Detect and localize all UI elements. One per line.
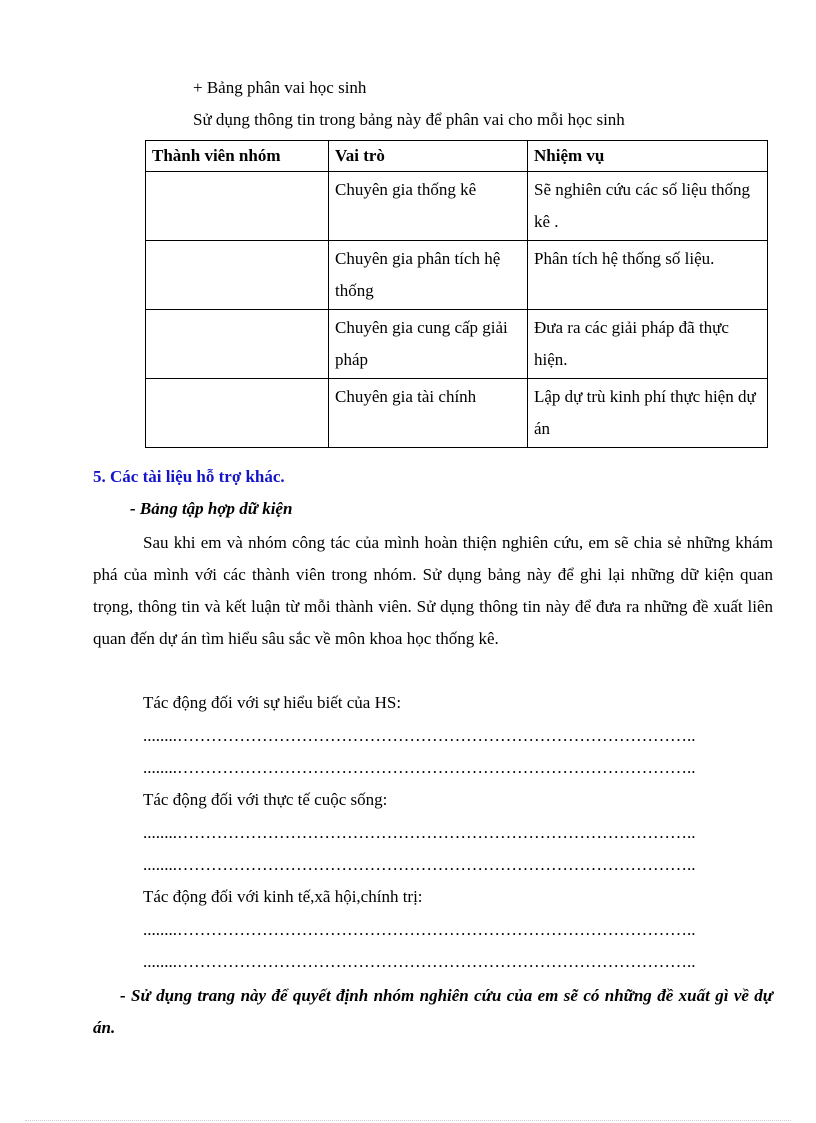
member-cell bbox=[146, 310, 329, 379]
closing-text: - Sử dụng trang này để quyết định nhóm nghiên cứu của em sẽ có những đề xuất gì về dự án. bbox=[93, 986, 773, 1037]
member-cell bbox=[146, 379, 329, 448]
header-member: Thành viên nhóm bbox=[146, 141, 329, 172]
role-cell: Chuyên gia cung cấp giải pháp bbox=[329, 310, 528, 379]
page-bottom-rule bbox=[25, 1120, 791, 1121]
table-row bbox=[146, 172, 768, 241]
role-table bbox=[145, 140, 768, 448]
table-instruction: Sử dụng thông tin trong bảng này để phân vai cho mỗi học sinh bbox=[193, 110, 625, 129]
role-cell: Chuyên gia tài chính bbox=[329, 379, 528, 448]
member-cell bbox=[146, 172, 329, 241]
bullet-line: + Bảng phân vai học sinh bbox=[193, 78, 367, 97]
table-header-row bbox=[146, 141, 768, 172]
role-cell: Chuyên gia thống kê bbox=[329, 172, 528, 241]
answer-line: ........……………………………………………………………………………….. bbox=[143, 823, 696, 842]
answer-line: ........……………………………………………………………………………….. bbox=[143, 726, 696, 745]
task-cell: Đưa ra các giải pháp đã thực hiện. bbox=[528, 310, 768, 379]
task-cell: Lập dự trù kinh phí thực hiện dự án bbox=[528, 379, 768, 448]
header-task: Nhiệm vụ bbox=[528, 141, 768, 172]
section-paragraph bbox=[93, 527, 773, 655]
section-subheading: - Bảng tập hợp dữ kiện bbox=[130, 499, 293, 518]
task-cell: Phân tích hệ thống số liệu. bbox=[528, 241, 768, 310]
paragraph-text: Sau khi em và nhóm công tác của mình hoàn thiện nghiên cứu, em sẽ chia sẻ những khám phá của mình với các thành viên trong nhóm. Sử dụng bảng này để ghi lại những dữ kiện quan trọng, thông tin và kết luận từ mỗi thành viên. Sử dụng thông tin này để đưa ra những đề xuất liên quan đến dự án tìm hiểu sâu sắc về môn khoa học thống kê. bbox=[93, 533, 773, 648]
answer-line: ........……………………………………………………………………………….. bbox=[143, 758, 696, 777]
answer-line: ........……………………………………………………………………………….. bbox=[143, 855, 696, 874]
role-cell: Chuyên gia phân tích hệ thống bbox=[329, 241, 528, 310]
header-role: Vai trò bbox=[329, 141, 528, 172]
member-cell bbox=[146, 241, 329, 310]
answer-line: ........……………………………………………………………………………….. bbox=[143, 952, 696, 971]
prompt-real-life: Tác động đối với thực tế cuộc sống: bbox=[143, 790, 388, 809]
closing-instruction bbox=[93, 980, 773, 1044]
prompt-socioeconomic: Tác động đối với kinh tế,xã hội,chính trị: bbox=[143, 887, 423, 906]
table-row bbox=[146, 310, 768, 379]
answer-line: ........……………………………………………………………………………….. bbox=[143, 920, 696, 939]
section-heading: 5. Các tài liệu hỗ trợ khác. bbox=[93, 467, 285, 486]
task-cell: Sẽ nghiên cứu các số liệu thống kê . bbox=[528, 172, 768, 241]
table-row bbox=[146, 379, 768, 448]
table-row bbox=[146, 241, 768, 310]
prompt-understanding: Tác động đối với sự hiểu biết của HS: bbox=[143, 693, 402, 712]
